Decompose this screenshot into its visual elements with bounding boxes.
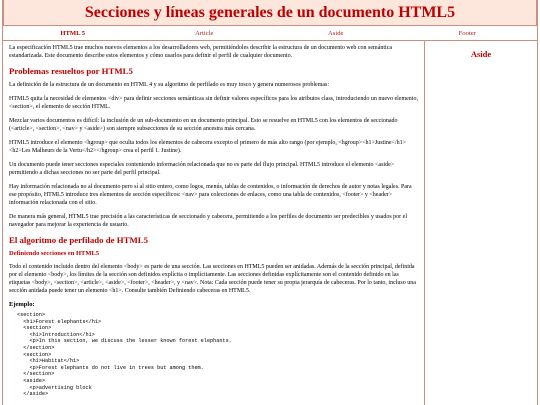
example-label: Ejemplo:: [9, 301, 35, 308]
page-title: Secciones y líneas generales de un documento HTML5: [84, 3, 456, 21]
content-layout: [3, 41, 537, 405]
subsection-heading: Definiendo secciones en HTML5: [9, 250, 100, 257]
nav-item-footer[interactable]: Footer: [458, 29, 476, 37]
nav-item-html5[interactable]: HTML 5: [60, 29, 86, 37]
code-example: <section> <h1>Forest elephants</h1> <section> <h1>Introduction</h1> <p>In this section, we discuss the lesser known forest elephants. </section> <section> <h1>Habitat</h1> <p>Forest elephants do not live in trees but among them. </section> <aside> <p>advertising block </aside>: [17, 312, 232, 398]
page: [2, 0, 538, 405]
page-header: [3, 0, 537, 26]
paragraph: Un documento puede tener secciones especiales conteniendo información relacionada que no es parte del flujo principal. HTML5 introduce el elemento <aside> permitiendo a dichas secciones no ser parte del perfil principal.: [9, 162, 395, 176]
paragraph: Hay información relacionada no al documento pero sí al sitio entero, como logos, menús, tablas de contenidos, o información de derechos de autor y notas legales. Para ese propósito, HTML5 introduce tres elementos de sección específicos: <nav> para colecciones de enlaces, como una tabla de contenidos, <footer> y <header> información relacionada con el sitio.: [9, 184, 412, 206]
section-heading: El algoritmo de perfilado de HTML5: [9, 235, 149, 245]
nav-item-article[interactable]: Article: [195, 29, 214, 37]
intro-paragraph: La especificación HTML5 trae muchos nuevos elementos a los desarrolladores web, permitiéndoles describir la estructura de un documento web con semántica estandarizada. Este documento describe estos elementos y cómo usarlos para definir el perfil de cualquier documento.: [9, 45, 393, 59]
main-content: [3, 41, 425, 405]
aside-panel: [425, 41, 537, 405]
paragraph: Todo el contenido incluido dentro del elemento <body> es parte de una sección. Las secciones en HTML5 pueden ser anidadas. Además de la sección principal, definida por el elemento <body>, los límites de la sección son definidos explícita o implícitamente. Las secciones definidas explícitamente son el contenido definido en las etiquetas <body>, <section>, <article>, <aside>, <footer>, <header>, y <nav>. Nota: Cada sección puede tener su propia jerarquía de cabeceras. Por lo tanto, incluso una sección anidada puede tener un elemento <h1>. Consulte también Definiendo cabeceras en HTML5.: [9, 264, 416, 294]
aside-title: Aside: [470, 49, 492, 59]
top-navigation: [3, 26, 537, 41]
paragraph: De manera más general, HTML5 trae precisión a las características de seccionado y cabecera, permitiendo a los perfiles de documento ser predecibles y usados por el navegador para mejorar la experiencia de usuario.: [9, 214, 407, 228]
paragraph: La definición de la estructura de un documento en HTML 4 y su algoritmo de perfilado es muy tosco y genera numerosos problemas:: [9, 82, 330, 88]
paragraph: HTML5 quita la necesidad de elementos <div> para definir secciones semánticas sin definir valores específicos para los atributos class, introduciendo un nuevo elemento, <section>, el elemento de sección HTML.: [9, 96, 418, 110]
paragraph: HTML5 introduce el elemento <hgroup> que oculta todos los elementos de cabecera excepto el primero de más alto rango (por ejemplo, <hgroup><h1>Justine</h1><h2>Les Malheurs de la Vertu</h2></hgroup> crea el perfil 1. Justine).: [9, 140, 406, 154]
nav-item-aside[interactable]: Aside: [328, 29, 344, 37]
section-heading: Problemas resueltos por HTML5: [9, 66, 133, 76]
paragraph: Mezclar varios documentos es difícil: la inclusión de un sub-documento en un documento principal. Esto se resuelve en HTML5 con los elementos de seccionado (<article>, <section>, <nav> y <aside>) son siempre subsecciones de su sección ancestra más cercana.: [9, 118, 398, 132]
